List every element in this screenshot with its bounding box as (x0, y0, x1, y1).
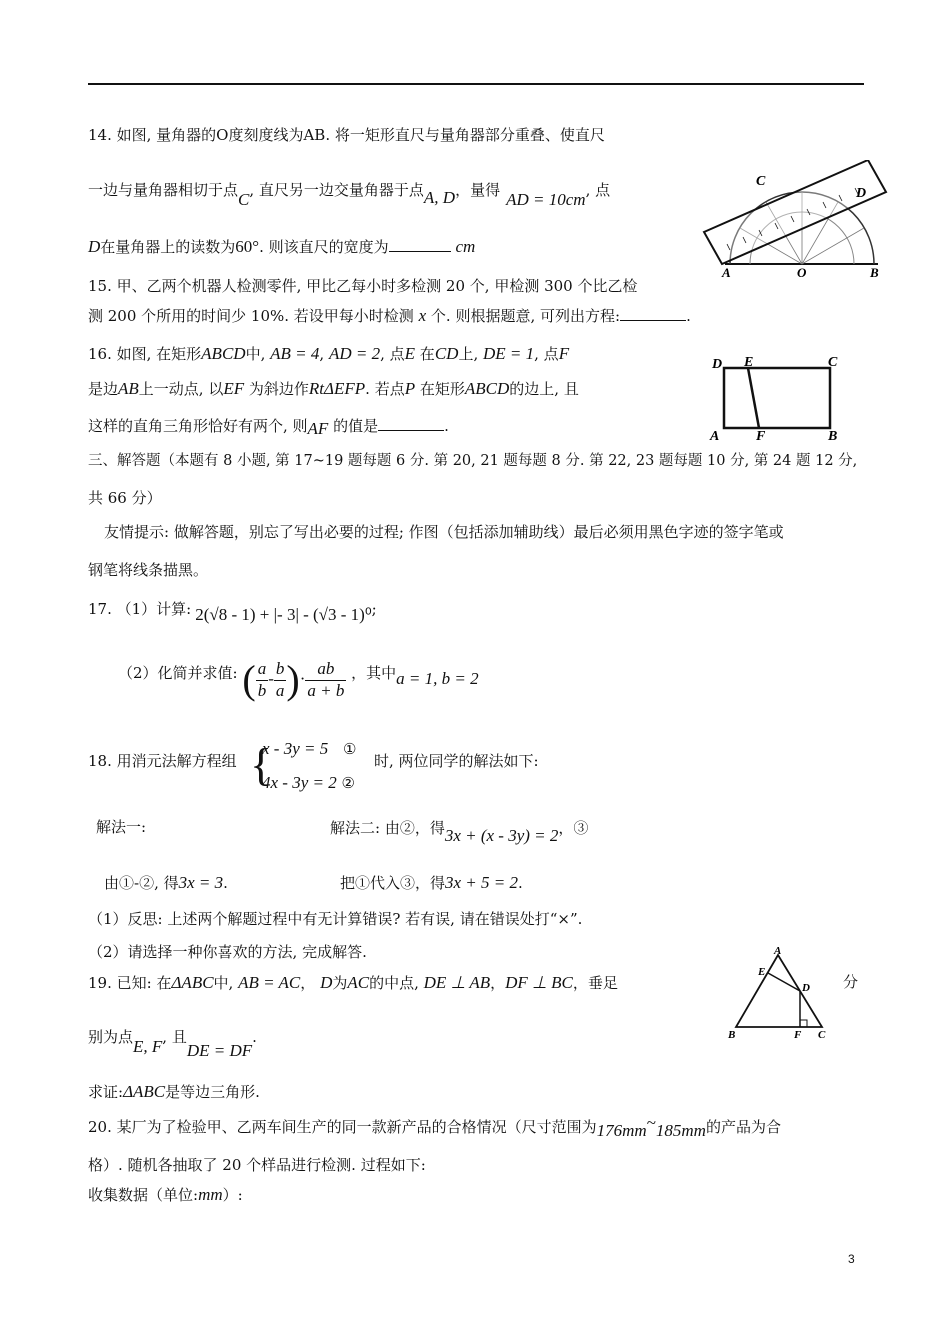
q20-line1: 20. 某厂为了检验甲、乙两车间生产的同一款新产品的合格情况（尺寸范围为176mm~185mm的产品为合 (88, 1113, 781, 1140)
q17-expression: 2(√8 - 1) + |- 3| - (√3 - 1)⁰ (195, 605, 372, 624)
label-b: B (828, 429, 838, 444)
right-angle-mark (800, 1020, 807, 1027)
section3-line2: 共 66 分） (88, 489, 162, 507)
q17-part2: （2）化简并求值: ( $\frac{a}{b}$ - $\frac{b}{a}$ )· $\frac{ab}{a + b}$ ，其中a = 1, b = 2 (118, 657, 479, 702)
q19-line1-tail: 分 (843, 973, 859, 991)
label-a: A (710, 429, 720, 444)
label-f: F (794, 1029, 802, 1041)
q19-line2: 别为点E, F, 且DE = DF. (88, 1028, 257, 1060)
label-c: C (756, 174, 766, 189)
q19-line1: 19. 已知: 在ΔABC中, AB = AC， D为AC的中点, DE ⊥ AB，DF ⊥ BC，垂足 (88, 973, 618, 992)
q17-part1: 17. （1）计算: 2(√8 - 1) + |- 3| - (√3 - 1)⁰; (88, 600, 377, 624)
q18-eq1: x - 3y = 5 ① (262, 739, 357, 758)
q17-fraction-expression: ( $\frac{a}{b}$ - $\frac{b}{a}$ )· $\frac{ab}{a + b}$ (242, 657, 345, 702)
section3-tip1: 友情提示: 做解答题，别忘了写出必要的过程; 作图（包括添加辅助线）最后必须用黑色字迹的签字笔或 (104, 523, 784, 541)
label-a: A (722, 265, 731, 280)
q16-line1: 16. 如图, 在矩形ABCD中, AB = 4, AD = 2, 点E 在CD上, DE = 1, 点F (88, 344, 570, 363)
label-c: C (828, 355, 838, 370)
label-o: O (797, 265, 807, 280)
q18-sol1-step: 由①-②, 得3x = 3. (104, 873, 228, 892)
ruler (704, 160, 886, 264)
segment-ef (748, 368, 759, 428)
label-c: C (818, 1029, 826, 1041)
label-d: D (856, 186, 867, 201)
q15-line1: 15. 甲、乙两个机器人检测零件, 甲比乙每小时多检测 20 个, 甲检测 300 个比乙检 (88, 277, 638, 295)
label-d: D (802, 982, 810, 994)
q20-line2: 格）. 随机各抽取了 20 个样品进行检测. 过程如下: (88, 1156, 426, 1174)
q16-line2: 是边AB上一动点, 以EF 为斜边作RtΔEFP. 若点P 在矩形ABCD的边上, 且 (88, 379, 579, 398)
label-b: B (870, 265, 879, 280)
label-e: E (758, 966, 766, 978)
page-number: 3 (848, 1252, 855, 1266)
q18-after: 时, 两位同学的解法如下: (374, 752, 539, 770)
rectangle-figure (708, 354, 848, 444)
section3-tip2: 钢笔将线条描黑。 (88, 561, 209, 579)
label-d: D (712, 357, 723, 372)
q18-label: 18. 用消元法解方程组 (88, 752, 237, 770)
q14-line2: 一边与量角器相切于点C, 直尺另一边交量角器于点A, D，量得 AD = 10cm, 点 (88, 181, 611, 209)
q18-eq2: 4x - 3y = 2 ② (262, 773, 355, 792)
label-a: A (774, 945, 782, 957)
rect-abcd (724, 368, 830, 428)
triangle-figure (722, 945, 832, 1043)
q18-question1: （1）反思: 上述两个解题过程中有无计算错误? 若有误, 请在错误处打“×”. (88, 910, 583, 928)
q15-line2: 测 200 个所用的时间少 10%. 若设甲每小时检测 x 个. 则根据题意, 可列出方程: . (88, 306, 691, 325)
q14-line1: 14. 如图, 量角器的O度刻度线为AB. 将一矩形直尺与量角器部分重叠、使直尺 (88, 126, 605, 144)
q18-sol2-title: 解法二: 由②，得3x + (x - 3y) = 2，③ (330, 819, 589, 845)
q15-answer-blank[interactable] (620, 320, 686, 321)
q16-line3: 这样的直角三角形恰好有两个, 则AF 的值是 . (88, 417, 449, 438)
q18-sol2-step: 把①代入③，得3x + 5 = 2. (340, 873, 523, 892)
label-e: E (744, 355, 754, 370)
label-f: F (756, 429, 766, 444)
header-rule (88, 83, 864, 85)
q16-answer-blank[interactable] (378, 430, 444, 431)
protractor-figure (700, 160, 890, 280)
label-b: B (728, 1029, 736, 1041)
q20-line3: 收集数据（单位:mm）: (88, 1185, 243, 1204)
section3-line1: 三、解答题（本题有 8 小题, 第 17~19 题每题 6 分. 第 20, 21 题每题 8 分. 第 22, 23 题每题 10 分, 第 24 题 12 分, (88, 453, 858, 469)
q14-line3: D在量角器上的读数为60°. 则该直尺的宽度为 cm (88, 237, 476, 256)
q18-sol1-title: 解法一: (96, 818, 147, 836)
q14-answer-blank[interactable] (389, 251, 451, 252)
q19-line3: 求证:ΔABC是等边三角形. (88, 1082, 260, 1101)
q18-question2: （2）请选择一种你喜欢的方法, 完成解答. (88, 943, 367, 961)
